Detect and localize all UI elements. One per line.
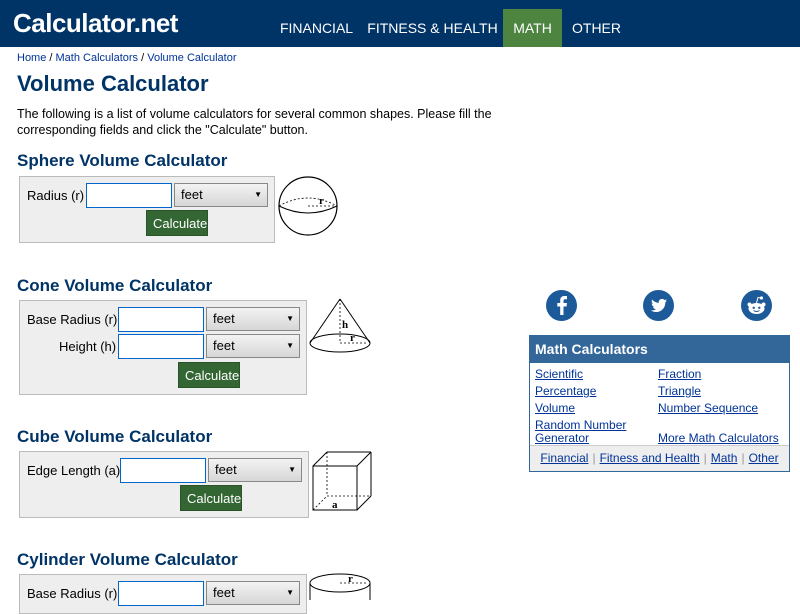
footer-separator: | xyxy=(703,451,707,465)
breadcrumb-volume-calculator[interactable]: Volume Calculator xyxy=(147,52,237,64)
cone-diagram xyxy=(308,296,372,360)
cube-calculator-form xyxy=(19,451,309,518)
cylinder-diagram xyxy=(308,572,372,600)
cube-edge xyxy=(313,452,327,466)
twitter-share-button[interactable] xyxy=(643,290,674,321)
link-volume[interactable]: Volume xyxy=(535,401,576,415)
cone-left-edge xyxy=(310,299,340,343)
dropdown-arrow-icon: ▼ xyxy=(286,314,294,323)
cylinder-calculator-title: Cylinder Volume Calculator xyxy=(17,550,238,569)
sphere-calculator-title: Sphere Volume Calculator xyxy=(17,151,228,170)
logo-name: Calculator xyxy=(13,8,134,38)
link-random-number-line1: Random Number xyxy=(535,418,627,432)
footer-separator: | xyxy=(592,451,596,465)
category-links-footer xyxy=(530,445,789,471)
reddit-icon xyxy=(741,290,772,321)
math-calculators-panel xyxy=(529,335,790,472)
cylinder-radius-unit-value: feet xyxy=(213,585,235,600)
logo-tld: .net xyxy=(133,8,178,38)
reddit-share-button[interactable] xyxy=(741,290,772,321)
sphere-radius-input[interactable] xyxy=(86,183,172,208)
breadcrumb-math-calculators[interactable]: Math Calculators xyxy=(55,52,139,64)
site-logo[interactable] xyxy=(13,8,178,38)
facebook-share-button[interactable] xyxy=(546,290,577,321)
cylinder-radius-label: Base Radius (r) xyxy=(27,586,118,601)
breadcrumb-separator: / xyxy=(46,52,56,64)
cube-edge-unit-value: feet xyxy=(215,462,237,477)
page-title: Volume Calculator xyxy=(17,71,209,96)
dropdown-arrow-icon: ▼ xyxy=(286,341,294,350)
link-fraction[interactable]: Fraction xyxy=(658,367,702,381)
cone-radius-input[interactable] xyxy=(118,307,204,332)
cube-edge xyxy=(357,452,371,466)
cone-r-label: r xyxy=(350,332,355,344)
sphere-diagram xyxy=(277,175,339,237)
breadcrumb-home[interactable]: Home xyxy=(17,52,47,64)
link-number-sequence[interactable]: Number Sequence xyxy=(658,401,759,415)
sphere-calculator-form xyxy=(19,176,275,243)
cone-calculate-button[interactable]: Calculate xyxy=(178,362,240,388)
footer-link-financial[interactable]: Financial xyxy=(540,451,589,465)
cone-calculator-title: Cone Volume Calculator xyxy=(17,276,213,295)
cube-diagram xyxy=(310,449,374,513)
dropdown-arrow-icon: ▼ xyxy=(288,465,296,474)
dropdown-arrow-icon: ▼ xyxy=(286,588,294,597)
sphere-radius-label: Radius (r) xyxy=(27,188,85,203)
sphere-radius-unit-value: feet xyxy=(181,187,203,202)
link-more-math-calculators[interactable]: More Math Calculators xyxy=(658,431,779,445)
cube-calculator-title: Cube Volume Calculator xyxy=(17,427,213,446)
cube-a-label: a xyxy=(332,499,338,511)
cylinder-radius-input[interactable] xyxy=(118,581,204,606)
cube-edge-label: Edge Length (a) xyxy=(27,463,121,478)
twitter-icon xyxy=(643,290,674,321)
nav-fitness-health[interactable]: FITNESS & HEALTH xyxy=(367,20,498,36)
link-scientific[interactable]: Scientific xyxy=(535,367,584,381)
nav-math[interactable]: MATH xyxy=(503,9,562,47)
breadcrumb xyxy=(17,52,237,64)
link-random-number-line2: Generator xyxy=(535,431,590,445)
cylinder-radius-unit-select[interactable] xyxy=(206,581,300,605)
math-calculators-panel-title: Math Calculators xyxy=(530,336,789,363)
cone-radius-unit-select[interactable] xyxy=(206,307,300,331)
link-percentage[interactable]: Percentage xyxy=(535,384,597,398)
sphere-radius-unit-select[interactable] xyxy=(174,183,268,207)
cone-height-input[interactable] xyxy=(118,334,204,359)
math-calculators-links xyxy=(530,363,789,445)
cube-hidden-edge xyxy=(313,496,327,510)
top-navigation-bar xyxy=(0,0,800,47)
cone-h-label: h xyxy=(342,319,349,331)
cone-calculator-form xyxy=(19,300,307,395)
cone-radius-unit-value: feet xyxy=(213,311,235,326)
cube-edge xyxy=(357,496,371,510)
link-triangle[interactable]: Triangle xyxy=(658,384,701,398)
sphere-calculate-button[interactable]: Calculate xyxy=(146,210,208,236)
breadcrumb-separator: / xyxy=(138,52,148,64)
footer-separator: | xyxy=(741,451,745,465)
footer-link-other[interactable]: Other xyxy=(748,451,779,465)
cone-radius-label: Base Radius (r) xyxy=(27,312,118,327)
cone-height-unit-select[interactable] xyxy=(206,334,300,358)
cylinder-r-label: r xyxy=(348,573,353,585)
cube-calculate-button[interactable]: Calculate xyxy=(180,485,242,511)
cube-edge-input[interactable] xyxy=(120,458,206,483)
nav-other[interactable]: OTHER xyxy=(572,20,621,36)
cone-height-unit-value: feet xyxy=(213,338,235,353)
footer-link-fitness-health[interactable]: Fitness and Health xyxy=(599,451,700,465)
footer-link-math[interactable]: Math xyxy=(710,451,738,465)
cone-height-label: Height (h) xyxy=(59,339,117,354)
cylinder-calculator-form xyxy=(19,574,307,614)
facebook-icon xyxy=(546,290,577,321)
intro-text: The following is a list of volume calculators for several common shapes. Please fill the corresponding fields and click the "Calculate" button. xyxy=(17,107,492,137)
link-random-number-generator[interactable] xyxy=(535,419,626,445)
nav-financial[interactable]: FINANCIAL xyxy=(279,20,354,36)
cube-edge-unit-select[interactable] xyxy=(208,458,302,482)
sphere-r-label: r xyxy=(319,195,324,207)
dropdown-arrow-icon: ▼ xyxy=(254,190,262,199)
